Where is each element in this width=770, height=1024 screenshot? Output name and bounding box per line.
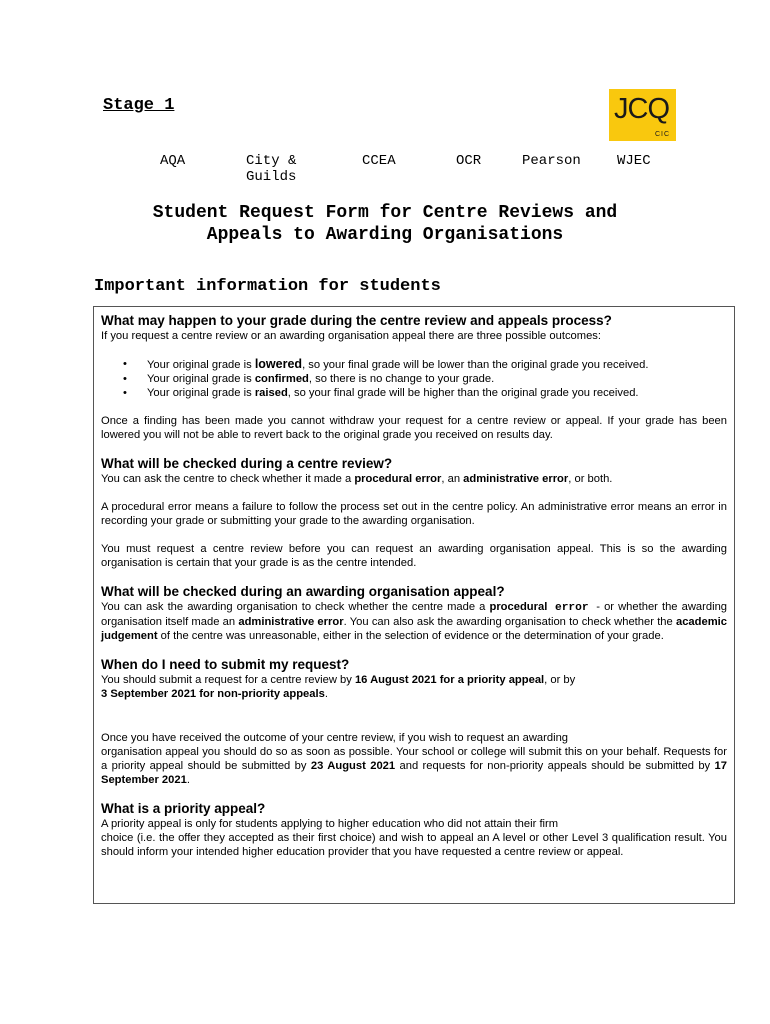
deadline-paragraph-2 — [101, 731, 727, 787]
form-title — [90, 202, 680, 246]
centre-review-paragraph-1 — [101, 472, 727, 486]
section-heading-ao-appeal: What will be checked during an awarding organisation appeal? — [101, 584, 505, 599]
text: organisation appeal you should do so as soon as possible. Your school or college will submit this on your behalf. Requests for a priority appeal should be submitted by — [101, 746, 727, 772]
section-heading-submit-deadline: When do I need to submit my request? — [101, 657, 350, 672]
org-wjec: WJEC — [617, 153, 651, 169]
centre-review-paragraph-3: You must request a centre review before you can request an awarding organisation appeal. This is so the awarding organisation is certain that your grade is as the centre intended. — [101, 543, 727, 569]
text: You should submit a request for a centre review by — [101, 674, 355, 686]
outcome-confirmed — [123, 372, 727, 386]
bullet: • — [123, 358, 127, 370]
text-bold: administrative error — [463, 473, 569, 485]
text: , an — [441, 473, 464, 485]
title-line-2: Appeals to Awarding Organisations — [206, 225, 564, 245]
org-city-guilds-line2: Guilds — [246, 169, 297, 185]
text: , so your final grade will be higher than the original grade you received. — [287, 387, 639, 399]
outcomes-list — [101, 357, 727, 400]
stage-label: Stage 1 — [103, 96, 175, 115]
text-bold: procedural error — [354, 473, 442, 485]
withdraw-paragraph: Once a finding has been made you cannot withdraw your request for a centre review or appeal. If your grade has been lowered you will not be able to revert back to the original grade you received on results day. — [101, 415, 727, 441]
org-pearson: Pearson — [522, 153, 581, 169]
text: , or by — [544, 674, 576, 686]
logo-text: JCQ — [614, 93, 669, 125]
text: A priority appeal is only for students applying to higher education who did not attain their firm — [101, 818, 559, 830]
logo-subtext: CIC — [654, 131, 670, 138]
text-bold: lowered — [254, 357, 303, 371]
text: Your original grade is — [147, 373, 255, 385]
text-bold: academic judgement — [101, 616, 727, 642]
text: Once you have received the outcome of your centre review, if you wish to request an awarding — [101, 732, 569, 744]
text-bold: raised — [254, 387, 288, 399]
title-line-1: Student Request Form for Centre Reviews and — [152, 203, 618, 223]
text: You can ask the awarding organisation to check whether the centre made a — [101, 601, 490, 613]
deadline-paragraph-1 — [101, 673, 727, 701]
text-bold: procedural — [489, 601, 548, 613]
ao-appeal-paragraph — [101, 600, 727, 643]
section-heading-grade-outcomes: What may happen to your grade during the centre review and appeals process? — [101, 313, 612, 328]
text: . — [324, 688, 328, 700]
information-box — [93, 306, 735, 904]
text-bold: 17 September 2021 — [101, 760, 727, 786]
text: Your original grade is — [147, 387, 255, 399]
org-ocr: OCR — [456, 153, 482, 169]
text: and requests for non-priority appeals should be submitted by — [395, 760, 715, 772]
text: , so there is no change to your grade. — [308, 373, 495, 385]
centre-review-paragraph-2: A procedural error means a failure to follow the process set out in the centre policy. An administrative error means an error in recording your grade or submitting your grade to the awarding organisation. — [101, 501, 727, 527]
org-city-guilds-line1: City & — [246, 153, 297, 169]
jcq-logo — [609, 89, 676, 141]
text-bold: 3 September 2021 for non-priority appeals — [101, 688, 325, 700]
text: choice (i.e. the offer they accepted as their first choice) and wish to appeal an A level or other Level 3 qualification result. You should inform your intended higher education provider that you have requested a centre review or appeal. — [101, 832, 727, 858]
text: , or both. — [568, 473, 613, 485]
section-heading-priority-appeal: What is a priority appeal? — [101, 801, 266, 816]
bullet: • — [123, 387, 127, 399]
text-bold: 16 August 2021 for a priority appeal — [354, 674, 545, 686]
text: of the centre was unreasonable, either in the selection of evidence or the determination of your grade. — [157, 630, 664, 642]
section-heading-centre-review: What will be checked during a centre review? — [101, 456, 393, 471]
text-bold: administrative error — [238, 616, 344, 628]
text: , so your final grade will be lower than the original grade you received. — [302, 359, 649, 371]
text: . — [186, 774, 190, 786]
org-ccea: CCEA — [362, 153, 396, 169]
important-heading: Important information for students — [94, 277, 441, 296]
text: . You can also ask the awarding organisation to check whether the — [343, 616, 676, 628]
text: Your original grade is — [147, 359, 255, 371]
org-city-guilds — [246, 153, 296, 185]
outcomes-intro: If you request a centre review or an awarding organisation appeal there are three possible outcomes: — [101, 330, 602, 342]
text: - or whether the awarding organisation itself made an — [101, 601, 728, 628]
org-aqa: AQA — [160, 153, 186, 169]
outcome-lowered — [123, 357, 727, 372]
text: You can ask the centre to check whether it made a — [101, 473, 355, 485]
text-mono: error — [547, 602, 597, 614]
text-bold: confirmed — [254, 373, 309, 385]
bullet: • — [123, 373, 127, 385]
text-bold: 23 August 2021 — [310, 760, 396, 772]
outcome-raised — [123, 386, 727, 400]
priority-appeal-paragraph — [101, 817, 727, 859]
